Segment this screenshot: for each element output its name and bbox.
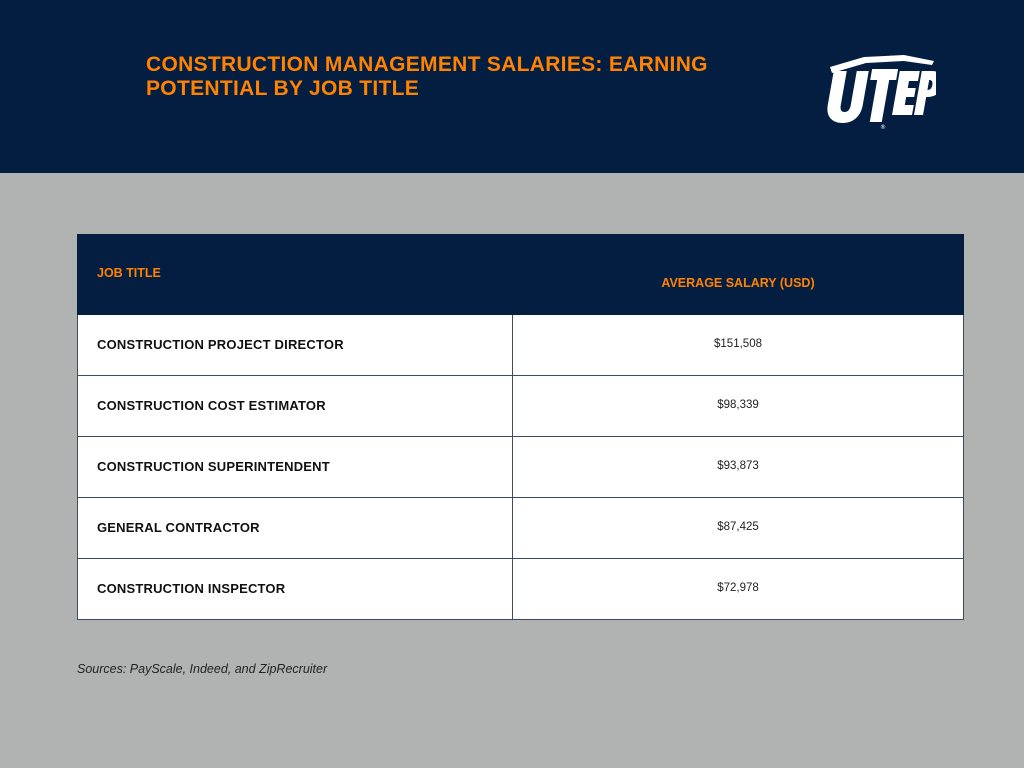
job-title-cell: GENERAL CONTRACTOR (78, 498, 513, 559)
salary-cell: $151,508 (513, 315, 964, 376)
utep-logo-icon (824, 47, 936, 131)
table-row (78, 376, 964, 437)
table-row (78, 559, 964, 620)
job-title-cell: CONSTRUCTION INSPECTOR (78, 559, 513, 620)
column-header-average-salary: AVERAGE SALARY (USD) (513, 235, 964, 315)
salary-cell: $98,339 (513, 376, 964, 437)
utep-logo (824, 47, 936, 131)
header-banner (0, 0, 1024, 173)
table-row (78, 498, 964, 559)
job-title-cell: CONSTRUCTION SUPERINTENDENT (78, 437, 513, 498)
salary-cell: $93,873 (513, 437, 964, 498)
salary-table (77, 234, 964, 620)
page-title: CONSTRUCTION MANAGEMENT SALARIES: EARNING POTENTIAL BY JOB TITLE (146, 53, 708, 100)
table-row (78, 315, 964, 376)
registered-mark: ® (880, 124, 886, 131)
job-title-cell: CONSTRUCTION PROJECT DIRECTOR (78, 315, 513, 376)
salary-cell: $87,425 (513, 498, 964, 559)
sources-note: Sources: PayScale, Indeed, and ZipRecruiter (77, 662, 328, 676)
table-header-row (78, 235, 964, 315)
job-title-cell: CONSTRUCTION COST ESTIMATOR (78, 376, 513, 437)
salary-cell: $72,978 (513, 559, 964, 620)
table-row (78, 437, 964, 498)
column-header-job-title: JOB TITLE (78, 235, 513, 315)
